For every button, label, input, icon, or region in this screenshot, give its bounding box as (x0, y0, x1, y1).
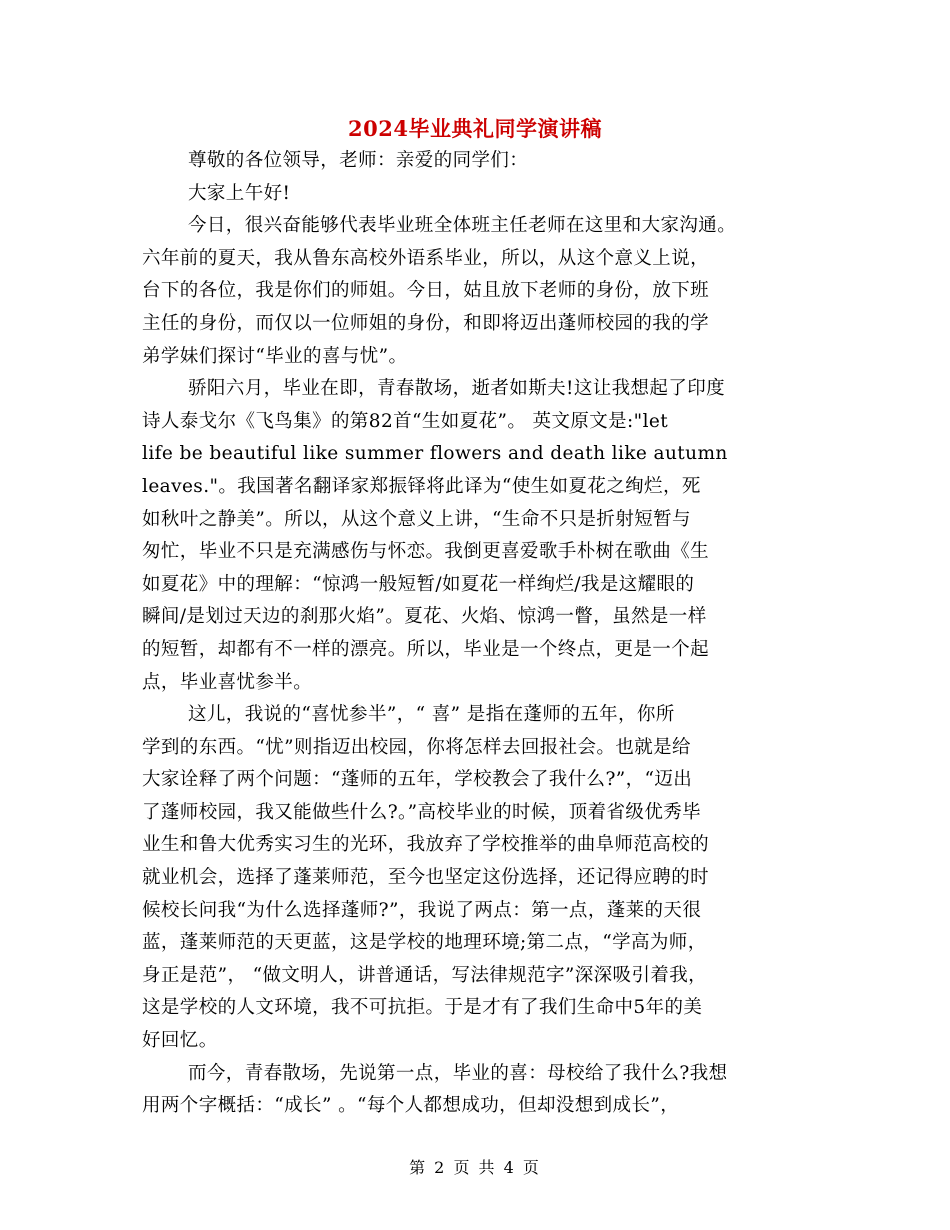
text-line: 如秋叶之静美”。所以，从这个意义上讲，“生命不只是折射短暂与 (142, 508, 691, 530)
text-line: 今日，很兴奋能够代表毕业班全体班主任老师在这里和大家沟通。 (188, 215, 737, 237)
page-footer: 第 2 页 共 4 页 (409, 1158, 541, 1177)
text-line: 用两个字概括：“成长” 。“每个人都想成功，但却没想到成长”， (142, 1095, 680, 1117)
text-line: 这是学校的人文环境，我不可抗拒。于是才有了我们生命中5年的美 (142, 997, 703, 1019)
text-line: 学到的东西。“忧”则指迈出校园，你将怎样去回报社会。也就是给 (142, 736, 691, 758)
text-line: 诗人泰戈尔《飞鸟集》的第82首“生如夏花”。 英文原文是:"let (142, 410, 669, 432)
text-line: 候校长问我“为什么选择蓬师?”，我说了两点：第一点，蓬莱的天很 (142, 899, 702, 921)
text-line: 骄阳六月，毕业在即，青春散场，逝者如斯夫!这让我想起了印度 (188, 378, 726, 400)
text-line: 的短暂，却都有不一样的漂亮。所以，毕业是一个终点，更是一个起 (142, 638, 710, 660)
text-line: 身正是范”， “做文明人，讲普通话，写法律规范字”深深吸引着我， (142, 964, 708, 986)
text-line: 了蓬师校园，我又能做些什么?。”高校毕业的时候，顶着省级优秀毕 (142, 801, 702, 823)
text-line: 尊敬的各位领导，老师：亲爱的同学们： (188, 150, 529, 171)
text-line: 业生和鲁大优秀实习生的光环，我放弃了学校推举的曲阜师范高校的 (142, 834, 710, 856)
document-title: 2024毕业典礼同学演讲稿 (348, 116, 602, 141)
text-line: 瞬间/是划过天边的刹那火焰”。夏花、火焰、惊鸿一瞥，虽然是一样 (142, 606, 707, 628)
text-line: 匆忙，毕业不只是充满感伤与怀恋。我倒更喜爱歌手朴树在歌曲《生 (142, 541, 710, 563)
text-line: life be beautiful like summer flowers and death like autumn (142, 443, 728, 465)
text-line: 主任的身份，而仅以一位师姐的身份，和即将迈出蓬师校园的我的学 (142, 312, 710, 334)
text-line: 六年前的夏天，我从鲁东高校外语系毕业，所以，从这个意义上说， (142, 247, 710, 269)
body-text (142, 145, 814, 1123)
text-line: 弟学妹们探讨“毕业的喜与忧”。 (142, 345, 408, 367)
text-line: 台下的各位，我是你们的师姐。今日，姑且放下老师的身份，放下班 (142, 280, 710, 302)
text-line: 大家上午好! (188, 182, 291, 204)
text-line: 而今，青春散场，先说第一点，毕业的喜：母校给了我什么?我想 (188, 1062, 728, 1084)
text-line: 这儿，我说的“喜忧参半”，“ 喜” 是指在蓬师的五年，你所 (188, 704, 675, 726)
text-line: 蓝，蓬莱师范的天更蓝，这是学校的地理环境;第二点，“学高为师， (142, 932, 707, 954)
text-line: 如夏花》中的理解：“惊鸿一般短暂/如夏花一样绚烂/我是这耀眼的 (142, 573, 695, 595)
text-line: 点，毕业喜忧参半。 (142, 671, 313, 693)
text-line: 大家诠释了两个问题：“蓬师的五年，学校教会了我什么?”，“迈出 (142, 769, 693, 791)
text-line: 好回忆。 (142, 1030, 218, 1052)
text-line: 就业机会，选择了蓬莱师范，至今也坚定这份选择，还记得应聘的时 (142, 867, 710, 889)
text-line: leaves."。我国著名翻译家郑振铎将此译为“使生如夏花之绚烂，死 (142, 475, 701, 497)
